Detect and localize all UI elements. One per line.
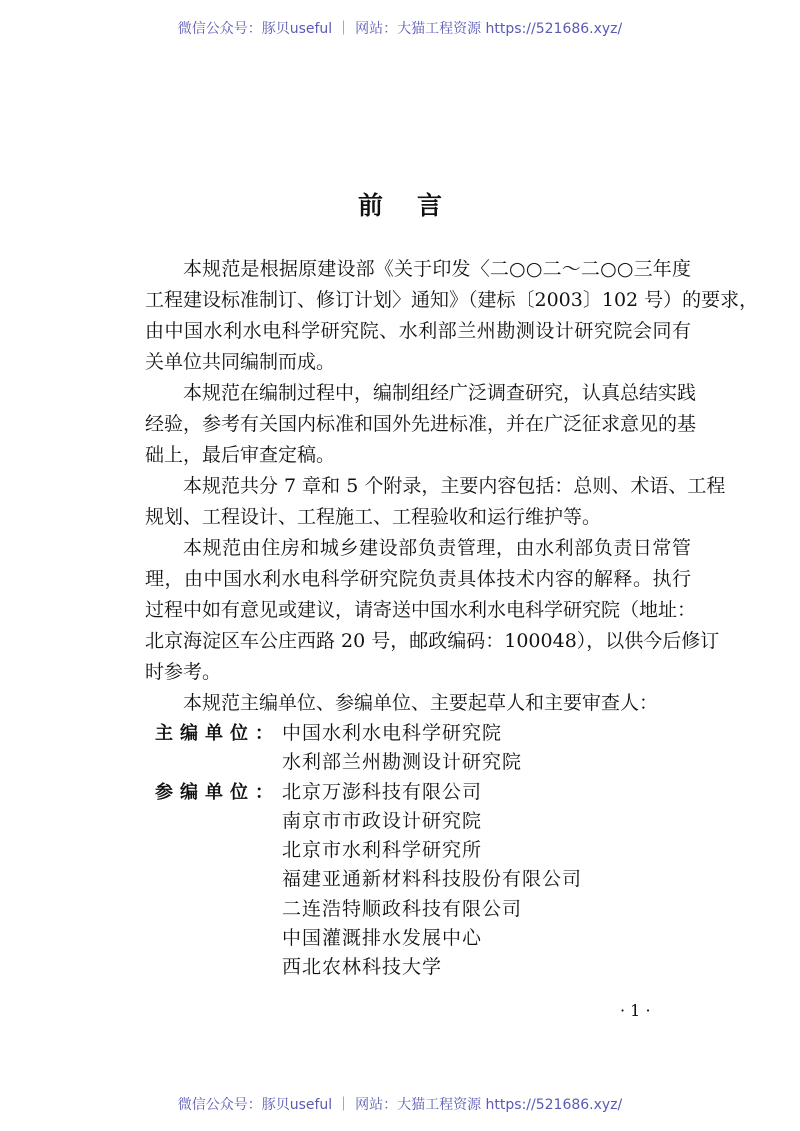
org-name: 中国水利水电科学研究院 [282,722,503,744]
watermark-header: 微信公众号：豚贝useful ｜ 网站：大猫工程资源 https://521686.xyz/ [177,21,623,37]
paragraph-line: 本规范是根据原建设部《关于印发〈二○○二～二○○三年度 [183,258,691,280]
paragraph-line: 理，由中国水利水电科学研究院负责具体技术内容的解释。执行 [145,568,691,590]
org-label [145,924,282,953]
org-row [145,836,691,865]
org-row [145,807,691,836]
paragraph-line: 规划、工程设计、工程施工、工程验收和运行维护等。 [145,506,602,528]
paragraph-line: 时参考。 [145,661,222,683]
org-label [145,865,282,894]
org-name: 西北农林科技大学 [282,956,443,979]
paragraph-line: 北京海淀区车公庄西路 20 号，邮政编码：100048），以供今后修订 [145,630,720,652]
paragraph-line: 关单位共同编制而成。 [145,351,336,373]
org-label: 主编单位： [155,723,280,744]
org-row [145,924,691,953]
page-number: · 1 · [620,1001,651,1020]
paragraph-line: 本规范在编制过程中，编制组经广泛调查研究，认真总结实践 [183,382,697,404]
paragraph-line: 本规范共分 7 章和 5 个附录，主要内容包括：总则、术语、工程 [183,475,726,497]
paragraph-line: 过程中如有意见或建议，请寄送中国水利水电科学研究院（地址： [145,599,697,621]
paragraph-line: 本规范由住房和城乡建设部负责管理，由水利部负责日常管 [183,537,691,559]
org-name: 中国灌溉排水发展中心 [282,927,483,950]
paragraph-line: 本规范主编单位、参编单位、主要起草人和主要审查人： [183,692,659,714]
org-name: 水利部兰州勘测设计研究院 [282,751,523,774]
org-name: 北京万澎科技有限公司 [282,780,483,803]
watermark-footer: 微信公众号：豚贝useful ｜ 网站：大猫工程资源 https://521686.xyz/ [177,1097,623,1113]
org-label [145,953,282,982]
org-name: 二连浩特顺政科技有限公司 [282,897,523,920]
org-row [145,778,691,807]
org-name: 南京市市政设计研究院 [282,809,483,832]
org-row [145,895,691,924]
org-row [145,719,691,748]
org-row [145,953,691,982]
org-label [145,895,282,924]
paragraph-line: 由中国水利水电科学研究院、水利部兰州勘测设计研究院会同有 [145,320,691,342]
org-row [145,865,691,894]
org-name: 福建亚通新材料科技股份有限公司 [282,868,583,891]
org-label: 参编单位： [155,781,280,803]
org-label [145,807,282,836]
paragraph-line: 工程建设标准制订、修订计划〉通知》（建标〔2003〕102 号）的要求， [145,289,759,311]
page-title: 前言 [357,191,476,220]
org-label [145,748,282,777]
paragraph-line: 经验，参考有关国内标准和国外先进标准，并在广泛征求意见的基 [145,413,697,435]
org-name: 北京市水利科学研究所 [282,839,483,862]
paragraph-line: 础上，最后审查定稿。 [145,444,336,466]
org-row [145,748,691,777]
document-body [145,254,759,983]
org-label [145,836,282,865]
